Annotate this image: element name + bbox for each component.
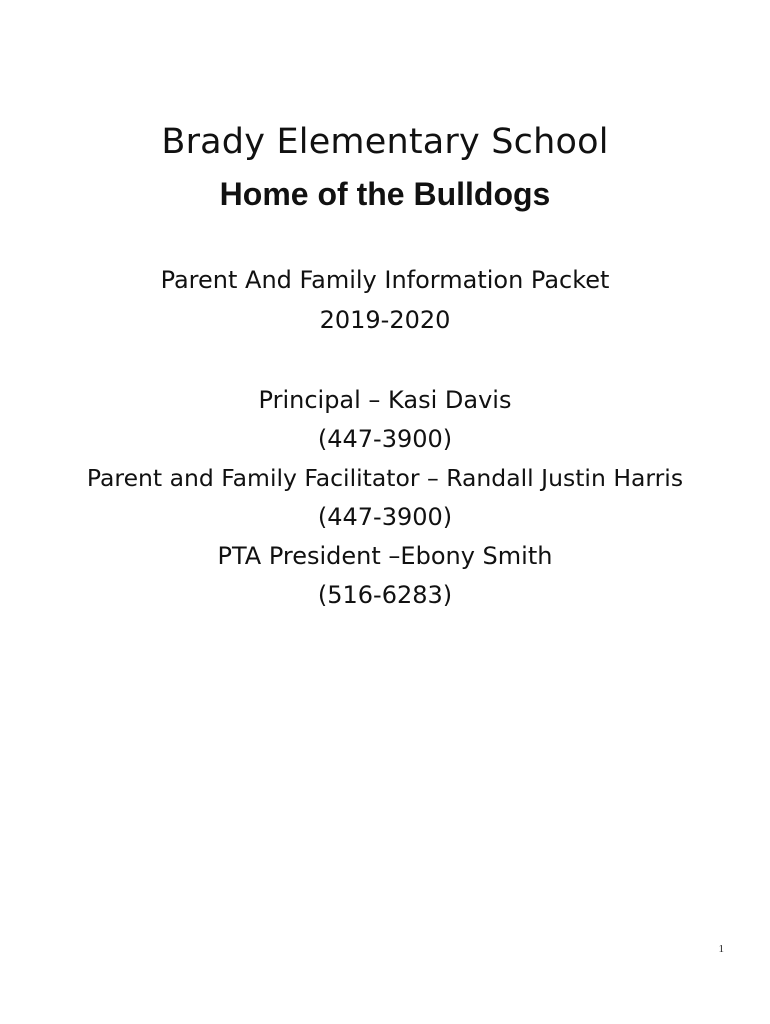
pta-president-phone: (516-6283) [317, 581, 453, 609]
school-motto: Home of the Bulldogs [219, 176, 551, 212]
packet-title: Parent And Family Information Packet [160, 266, 610, 294]
facilitator-line: Parent and Family Facilitator – Randall Justin Harris [86, 464, 684, 492]
facilitator-phone: (447-3900) [317, 503, 453, 531]
page-number: 1 [718, 943, 724, 955]
school-year: 2019-2020 [319, 306, 451, 334]
principal-line: Principal – Kasi Davis [258, 386, 512, 414]
school-name: Brady Elementary School [161, 122, 609, 162]
principal-phone: (447-3900) [317, 425, 453, 453]
pta-president-line: PTA President –Ebony Smith [217, 542, 553, 570]
